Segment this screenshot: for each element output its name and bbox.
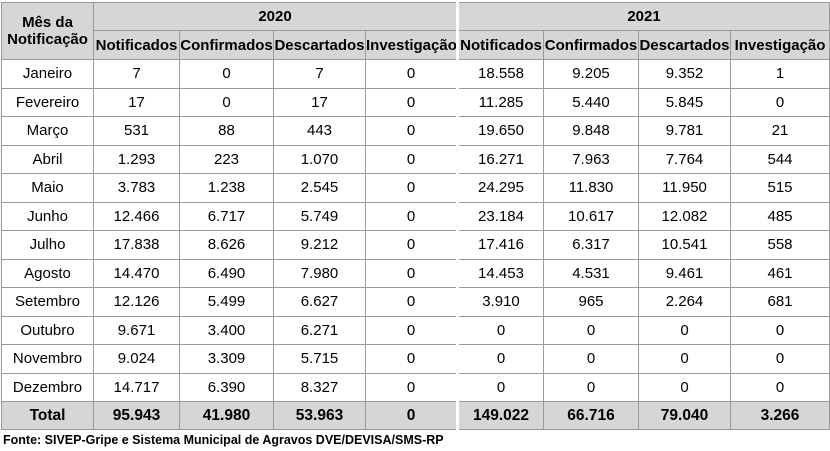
cell-2020-notificados: 9.671: [94, 316, 180, 345]
cell-2020-notificados: 531: [94, 117, 180, 146]
cell-2020-descartados: 5.715: [274, 345, 366, 374]
cell-2021-descartados: 12.082: [639, 202, 731, 231]
cell-2021-investigacao: 544: [731, 145, 830, 174]
table-row: [2, 316, 830, 345]
table-row: [2, 117, 830, 146]
table-row: [2, 259, 830, 288]
cell-2020-notificados: 12.466: [94, 202, 180, 231]
year-2020-header: 2020: [94, 3, 458, 31]
total-2020-descartados: 53.963: [274, 402, 366, 430]
cell-2020-confirmados: 0: [180, 88, 274, 117]
cell-2020-notificados: 12.126: [94, 288, 180, 317]
cell-2020-confirmados: 5.499: [180, 288, 274, 317]
col-header-2020-confirmados: Confirmados: [180, 31, 274, 60]
total-2020-confirmados: 41.980: [180, 402, 274, 430]
cell-2020-notificados: 17.838: [94, 231, 180, 260]
cell-2020-confirmados: 223: [180, 145, 274, 174]
cell-2020-notificados: 3.783: [94, 174, 180, 203]
total-2021-confirmados: 66.716: [544, 402, 639, 430]
cell-2020-descartados: 443: [274, 117, 366, 146]
cell-2021-notificados: 24.295: [458, 174, 544, 203]
cell-2020-notificados: 17: [94, 88, 180, 117]
cell-2021-notificados: 19.650: [458, 117, 544, 146]
cell-2020-descartados: 7: [274, 60, 366, 89]
cell-2020-confirmados: 1.238: [180, 174, 274, 203]
cell-2021-descartados: 9.461: [639, 259, 731, 288]
col-header-2020-descartados: Descartados: [274, 31, 366, 60]
cell-2020-investigacao: 0: [366, 373, 458, 402]
cell-2021-confirmados: 9.848: [544, 117, 639, 146]
month-cell: Janeiro: [2, 60, 94, 89]
cell-2021-investigacao: 558: [731, 231, 830, 260]
cell-2020-confirmados: 88: [180, 117, 274, 146]
month-cell: Outubro: [2, 316, 94, 345]
cell-2020-investigacao: 0: [366, 202, 458, 231]
col-header-2021-descartados: Descartados: [639, 31, 731, 60]
cell-2021-investigacao: 0: [731, 345, 830, 374]
total-2020-notificados: 95.943: [94, 402, 180, 430]
cell-2021-confirmados: 4.531: [544, 259, 639, 288]
cell-2020-descartados: 7.980: [274, 259, 366, 288]
cell-2020-investigacao: 0: [366, 231, 458, 260]
cell-2021-confirmados: 5.440: [544, 88, 639, 117]
month-cell: Novembro: [2, 345, 94, 374]
cell-2021-confirmados: 965: [544, 288, 639, 317]
cell-2021-descartados: 7.764: [639, 145, 731, 174]
table-row: [2, 231, 830, 260]
month-cell: Abril: [2, 145, 94, 174]
table-row: [2, 202, 830, 231]
col-header-2021-notificados: Notificados: [458, 31, 544, 60]
total-row: [2, 402, 830, 430]
cell-2020-confirmados: 3.309: [180, 345, 274, 374]
cell-2021-confirmados: 10.617: [544, 202, 639, 231]
total-2020-investigacao: 0: [366, 402, 458, 430]
total-2021-descartados: 79.040: [639, 402, 731, 430]
cell-2020-investigacao: 0: [366, 60, 458, 89]
table-row: [2, 145, 830, 174]
month-cell: Março: [2, 117, 94, 146]
month-cell: Fevereiro: [2, 88, 94, 117]
cell-2020-descartados: 17: [274, 88, 366, 117]
month-cell: Junho: [2, 202, 94, 231]
cell-2021-investigacao: 0: [731, 88, 830, 117]
cell-2020-notificados: 14.717: [94, 373, 180, 402]
cell-2020-descartados: 8.327: [274, 373, 366, 402]
cell-2020-notificados: 9.024: [94, 345, 180, 374]
cell-2021-confirmados: 0: [544, 345, 639, 374]
cell-2020-notificados: 14.470: [94, 259, 180, 288]
cell-2021-notificados: 3.910: [458, 288, 544, 317]
cell-2021-confirmados: 6.317: [544, 231, 639, 260]
total-label: Total: [2, 402, 94, 430]
cell-2020-confirmados: 6.390: [180, 373, 274, 402]
month-cell: Dezembro: [2, 373, 94, 402]
cell-2020-confirmados: 0: [180, 60, 274, 89]
cell-2020-confirmados: 8.626: [180, 231, 274, 260]
col-header-2021-confirmados: Confirmados: [544, 31, 639, 60]
cell-2020-investigacao: 0: [366, 88, 458, 117]
cell-2020-descartados: 2.545: [274, 174, 366, 203]
col-header-2020-investigacao: Investigação: [366, 31, 458, 60]
cell-2021-confirmados: 0: [544, 373, 639, 402]
table-row: [2, 345, 830, 374]
cell-2021-investigacao: 461: [731, 259, 830, 288]
cell-2020-investigacao: 0: [366, 145, 458, 174]
cell-2021-descartados: 11.950: [639, 174, 731, 203]
table-row: [2, 174, 830, 203]
cell-2020-confirmados: 6.490: [180, 259, 274, 288]
cell-2020-confirmados: 6.717: [180, 202, 274, 231]
cell-2020-investigacao: 0: [366, 288, 458, 317]
cell-2021-confirmados: 7.963: [544, 145, 639, 174]
total-2021-investigacao: 3.266: [731, 402, 830, 430]
month-header-line-2: Notificação: [7, 31, 88, 48]
cell-2021-notificados: 0: [458, 345, 544, 374]
cell-2021-confirmados: 11.830: [544, 174, 639, 203]
notifications-table: [1, 2, 830, 430]
cell-2020-notificados: 7: [94, 60, 180, 89]
cell-2021-investigacao: 0: [731, 316, 830, 345]
source-note: Fonte: SIVEP-Gripe e Sistema Municipal de Agravos DVE/DEVISA/SMS-RP: [3, 433, 444, 447]
cell-2021-descartados: 2.264: [639, 288, 731, 317]
cell-2021-descartados: 0: [639, 345, 731, 374]
cell-2020-investigacao: 0: [366, 316, 458, 345]
cell-2021-notificados: 17.416: [458, 231, 544, 260]
cell-2021-notificados: 11.285: [458, 88, 544, 117]
year-header-row: [2, 3, 830, 31]
month-header-line-1: Mês da: [22, 14, 73, 31]
cell-2020-investigacao: 0: [366, 345, 458, 374]
month-cell: Agosto: [2, 259, 94, 288]
column-header-row: [2, 31, 830, 60]
cell-2020-descartados: 6.627: [274, 288, 366, 317]
cell-2021-descartados: 9.781: [639, 117, 731, 146]
cell-2021-investigacao: 21: [731, 117, 830, 146]
month-cell: Setembro: [2, 288, 94, 317]
cell-2021-descartados: 5.845: [639, 88, 731, 117]
table-row: [2, 60, 830, 89]
cell-2021-notificados: 0: [458, 316, 544, 345]
cell-2020-descartados: 9.212: [274, 231, 366, 260]
cell-2021-descartados: 10.541: [639, 231, 731, 260]
cell-2021-descartados: 9.352: [639, 60, 731, 89]
table-row: [2, 288, 830, 317]
table-row: [2, 88, 830, 117]
cell-2020-confirmados: 3.400: [180, 316, 274, 345]
cell-2020-investigacao: 0: [366, 117, 458, 146]
table-row: [2, 373, 830, 402]
year-2021-header: 2021: [458, 3, 830, 31]
table-body: [2, 60, 830, 402]
cell-2021-descartados: 0: [639, 373, 731, 402]
month-column-header: [2, 3, 94, 60]
cell-2020-descartados: 5.749: [274, 202, 366, 231]
cell-2020-investigacao: 0: [366, 174, 458, 203]
total-2021-notificados: 149.022: [458, 402, 544, 430]
cell-2020-descartados: 6.271: [274, 316, 366, 345]
cell-2021-investigacao: 515: [731, 174, 830, 203]
cell-2021-notificados: 23.184: [458, 202, 544, 231]
cell-2021-investigacao: 485: [731, 202, 830, 231]
cell-2021-investigacao: 1: [731, 60, 830, 89]
cell-2021-notificados: 14.453: [458, 259, 544, 288]
cell-2021-notificados: 16.271: [458, 145, 544, 174]
cell-2021-descartados: 0: [639, 316, 731, 345]
col-header-2021-investigacao: Investigação: [731, 31, 830, 60]
cell-2020-notificados: 1.293: [94, 145, 180, 174]
cell-2021-investigacao: 0: [731, 373, 830, 402]
cell-2020-investigacao: 0: [366, 259, 458, 288]
cell-2021-confirmados: 9.205: [544, 60, 639, 89]
cell-2021-confirmados: 0: [544, 316, 639, 345]
month-cell: Julho: [2, 231, 94, 260]
month-cell: Maio: [2, 174, 94, 203]
cell-2021-notificados: 0: [458, 373, 544, 402]
cell-2021-notificados: 18.558: [458, 60, 544, 89]
col-header-2020-notificados: Notificados: [94, 31, 180, 60]
cell-2021-investigacao: 681: [731, 288, 830, 317]
cell-2020-descartados: 1.070: [274, 145, 366, 174]
